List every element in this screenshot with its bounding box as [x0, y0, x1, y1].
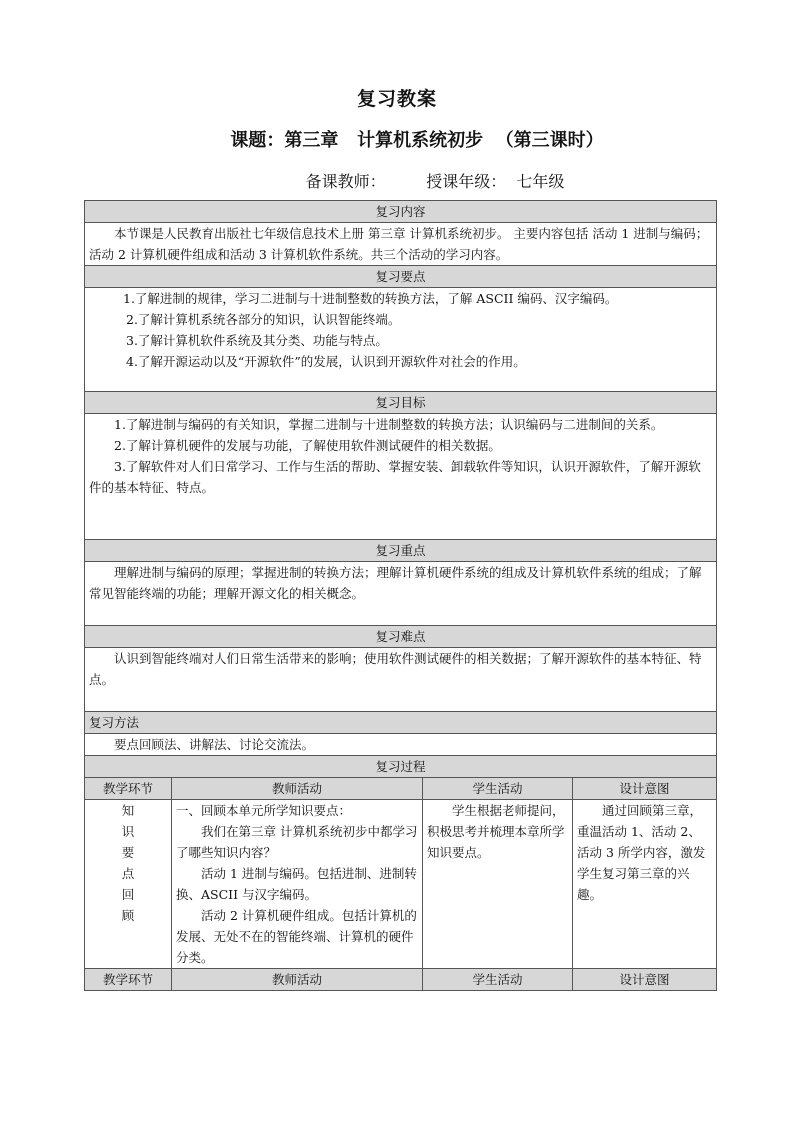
point-item: 1.了解进制的规律，学习二进制与十进制整数的转换方法，了解 ASCII 编码、汉字编码。 [123, 291, 618, 306]
section-header-process: 复习过程 [85, 756, 717, 778]
point-item: 2.了解计算机系统各部分的知识，认识智能终端。 [126, 312, 401, 327]
design-intent-cell [573, 800, 717, 969]
goal-item: 2.了解计算机硬件的发展与功能，了解使用软件测试硬件的相关数据。 [114, 438, 501, 453]
column-header-teacher: 教师活动 [172, 778, 423, 800]
difficult-text: 认识到智能终端对人们日常生活带来的影响；使用软件测试硬件的相关数据；了解开源软件的基本特征、特点。 [89, 651, 702, 687]
document-title: 复习教案 [356, 88, 437, 110]
key-text: 理解进制与编码的原理；掌握进制的转换方法；理解计算机硬件系统的组成及计算机软件系统的组成；了解常见智能终端的功能；理解开源文化的相关概念。 [89, 565, 702, 601]
intent-text: 通过回顾第三章，重温活动 1、活动 2、活动 3 所学内容，激发学生复习第三章的兴趣。 [577, 803, 706, 902]
goal-item: 3.了解软件对人们日常学习、工作与生活的帮助、掌握安装、卸载软件等知识，认识开源软件，了解开源软件的基本特征、特点。 [89, 459, 701, 495]
teacher-line: 活动 2 计算机硬件组成。包括计算机的发展、无处不在的智能终端、计算机的硬件分类。 [176, 908, 417, 965]
column-header-stage-repeat: 教学环节 [85, 969, 172, 991]
section-header-points: 复习要点 [85, 266, 717, 288]
content-text: 本节课是人民教育出版社七年级信息技术上册 第三章 计算机系统初步。 主要内容包括 活动 1 进制与编码；活动 2 计算机硬件组成和活动 3 计算机软件系统。共三个活动的学习内容。 [89, 226, 709, 262]
lesson-subtitle: 课题：第三章 计算机系统初步 （第三课时） [230, 130, 604, 151]
lesson-plan-table [84, 200, 717, 991]
stage-char: 知 [121, 803, 135, 818]
column-header-student-repeat: 学生活动 [423, 969, 573, 991]
teacher-line: 活动 1 进制与编码。包括进制、进制转换、ASCII 与汉字编码。 [176, 866, 417, 902]
student-activity-cell [423, 800, 573, 969]
stage-char: 点 [121, 866, 135, 881]
section-header-goals: 复习目标 [85, 392, 717, 414]
column-header-teacher-repeat: 教师活动 [172, 969, 423, 991]
column-header-stage: 教学环节 [85, 778, 172, 800]
teacher-activity-cell [172, 800, 423, 969]
teacher-line: 一、回顾本单元所学知识要点： [176, 803, 352, 818]
stage-char: 要 [121, 845, 135, 860]
section-header-method: 复习方法 [85, 712, 717, 734]
stage-char: 回 [121, 887, 135, 902]
stage-char: 顾 [121, 908, 135, 923]
stage-char: 识 [121, 824, 135, 839]
point-item: 4.了解开源运动以及“开源软件”的发展，认识到开源软件对社会的作用。 [126, 354, 526, 369]
column-header-student: 学生活动 [423, 778, 573, 800]
stage-cell [85, 800, 172, 969]
teacher-grade-line: 备课教师： 授课年级： 七年级 [305, 172, 565, 191]
column-header-intent-repeat: 设计意图 [573, 969, 717, 991]
method-text: 要点回顾法、讲解法、讨论交流法。 [114, 737, 315, 752]
section-header-content: 复习内容 [85, 201, 717, 223]
teacher-line: 我们在第三章 计算机系统初步中都学习了哪些知识内容？ [176, 824, 418, 860]
section-header-key: 复习重点 [85, 540, 717, 562]
column-header-intent: 设计意图 [573, 778, 717, 800]
student-text: 学生根据老师提问，积极思考并梳理本章所学知识要点。 [427, 803, 565, 860]
section-header-difficult: 复习难点 [85, 626, 717, 648]
point-item: 3.了解计算机软件系统及其分类、功能与特点。 [126, 333, 388, 348]
goal-item: 1.了解进制与编码的有关知识，掌握二进制与十进制整数的转换方法；认识编码与二进制间的关系。 [114, 417, 664, 432]
